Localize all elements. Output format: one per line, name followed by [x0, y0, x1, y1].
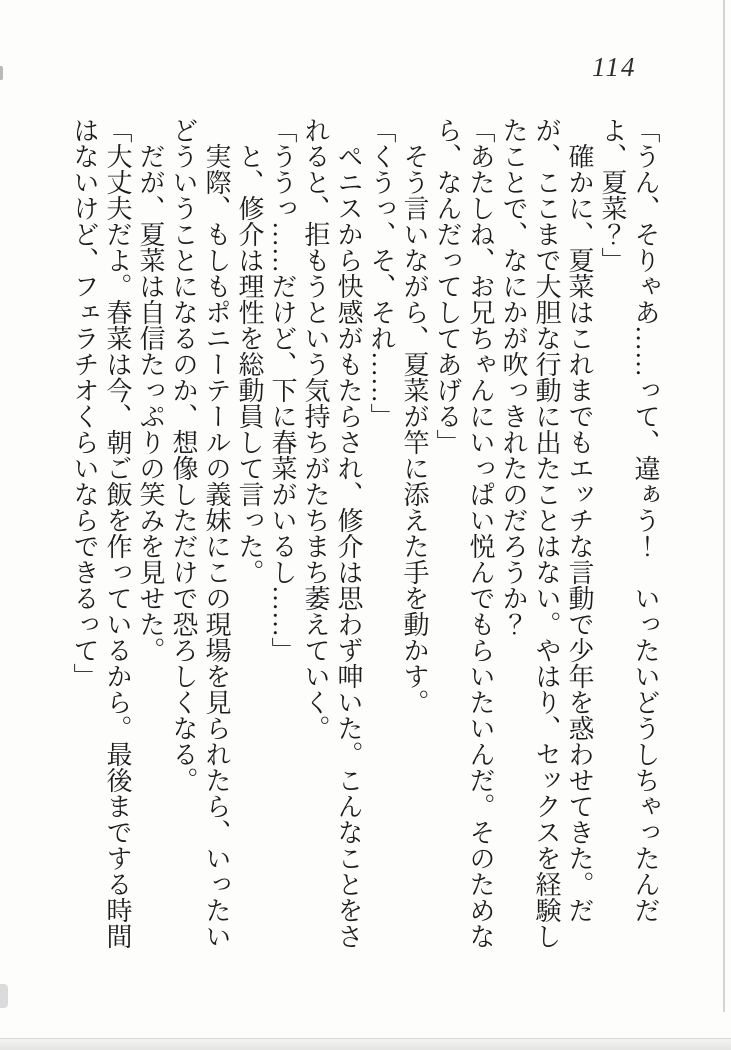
scan-artifact [0, 984, 8, 1008]
paragraph: そう言いながら、夏菜が竿に添えた手を動かす。 [400, 143, 429, 715]
paragraph: 確かに、夏菜はこれまでもエッチな言動で少年を惑わせてきた。だが、ここまで大胆な行動に出たことはない。やはり、セックスを経験したことで、なにかが吹っきれたのだろうか？ [499, 117, 594, 949]
paragraph: 「うん、そりゃあ……って、違ぁう！ いったいどうしちゃったんだよ、夏菜？」 [598, 117, 660, 923]
paragraph: 「大丈夫だよ。春菜は今、朝ご飯を作っているから。最後までする時間はないけど、フェラチオくらいならできるって」 [70, 117, 132, 949]
scan-artifact [0, 66, 3, 80]
paragraph: 「あたしね、お兄ちゃんにいっぱい悦んでもらいたいんだ。そのためなら、なんだってしてあげる」 [433, 117, 495, 949]
paragraph: 「ううっ……だけど、下に春菜がいるし……」 [268, 117, 297, 663]
paragraph: と、修介は理性を総動員して言った。 [235, 143, 264, 585]
paragraph: ペニスから快感がもたらされ、修介は思わず呻いた。こんなことをされると、拒もうという気持ちがたちまち萎えていく。 [301, 117, 363, 949]
paragraph: 「くうっ、そ、それ……」 [367, 117, 396, 429]
body-text [62, 117, 662, 969]
scan-edge-right-line [723, 0, 725, 1012]
page-number: 114 [592, 52, 637, 82]
scan-edge-bottom [0, 1038, 731, 1050]
paragraph: だが、夏菜は自信たっぷりの笑みを見せた。 [136, 143, 165, 663]
paragraph: 実際、もしもポニーテールの義妹にこの現場を見られたら、いったいどういうことになるのか、想像しただけで恐ろしくなる。 [169, 117, 231, 949]
